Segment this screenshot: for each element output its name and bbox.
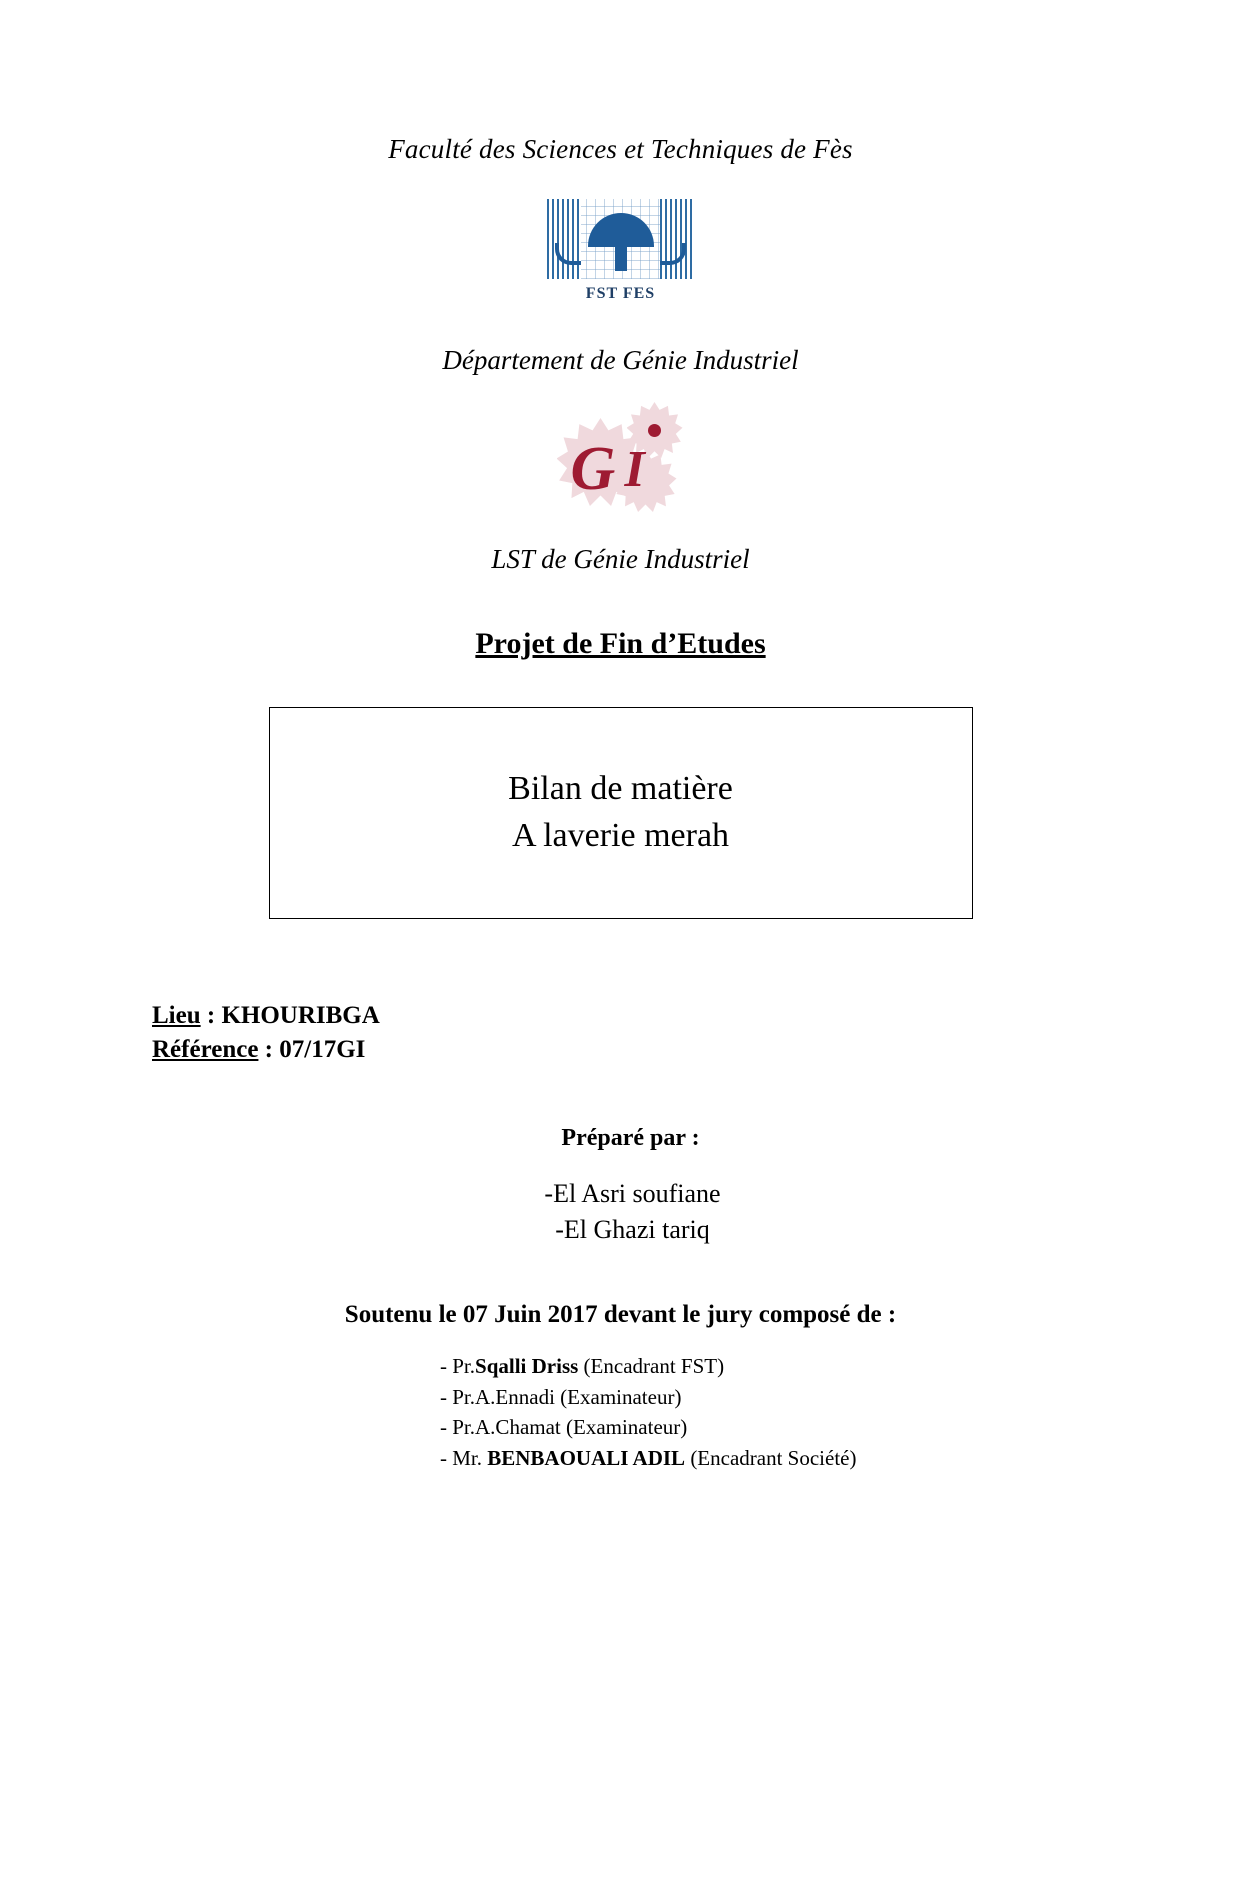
document-meta [0,999,1241,1067]
reference-label: Référence [152,1035,259,1063]
fst-logo-arch-shape [588,213,654,269]
jury-prefix: - Pr. [440,1415,476,1440]
author-item: -El Asri soufiane [544,1178,721,1208]
project-title-line-1: Bilan de matière [508,770,733,808]
jury-prefix: - Pr. [440,1354,476,1379]
reference-value: 07/17GI [279,1035,366,1063]
faculty-heading: Faculté des Sciences et Techniques de Fès [388,134,853,164]
fst-logo-label: FST FES [585,285,656,302]
jury-name: A.Ennadi [475,1384,555,1409]
fst-fes-logo-icon [543,199,698,307]
lieu-row [152,999,1241,1033]
lieu-separator: : [200,1002,222,1029]
jury-role: (Encadrant Société) [685,1445,857,1470]
jury-member-row [440,1443,1241,1473]
jury-member-row [440,1382,1241,1412]
prepared-by-label: Préparé par : [561,1124,700,1151]
jury-prefix: - Pr. [440,1384,476,1409]
reference-row [152,1033,1241,1067]
jury-name: Sqalli Driss [475,1354,579,1379]
document-type-heading: Projet de Fin d’Etudes [475,627,766,660]
defense-line: Soutenu le 07 Juin 2017 devant le jury composé de : [344,1301,897,1329]
gi-logo-letter-i: I [624,441,645,498]
fst-logo-container [0,199,1241,307]
project-title-box [269,707,973,919]
authors-list [0,1176,1241,1250]
program-heading: LST de Génie Industriel [491,544,750,574]
jury-list [0,1351,1241,1473]
project-title-line-2: A laverie merah [511,817,730,854]
department-heading: Département de Génie Industriel [442,345,799,375]
reference-separator: : [258,1035,280,1063]
fst-logo-left-stripes [547,199,581,279]
jury-role: (Encadrant FST) [578,1354,725,1379]
author-item: -El Ghazi tariq [555,1215,710,1245]
fst-logo-right-stripes [660,199,694,279]
jury-member-row [440,1412,1241,1442]
gi-logo-letter-g: G [570,435,616,503]
document-page [0,134,1241,1888]
lieu-label: Lieu [152,1002,201,1029]
genie-industriel-logo-icon [551,402,691,522]
gi-logo-container [0,402,1241,522]
jury-name: BENBAOUALI ADIL [487,1445,686,1470]
jury-member-row [440,1351,1241,1381]
gi-logo-dot [648,424,661,437]
jury-role: (Examinateur) [560,1415,688,1440]
jury-prefix: - Mr. [440,1445,488,1470]
jury-name: A.Chamat [475,1415,561,1440]
lieu-value: KHOURIBGA [221,1002,380,1029]
jury-role: (Examinateur) [554,1384,682,1409]
